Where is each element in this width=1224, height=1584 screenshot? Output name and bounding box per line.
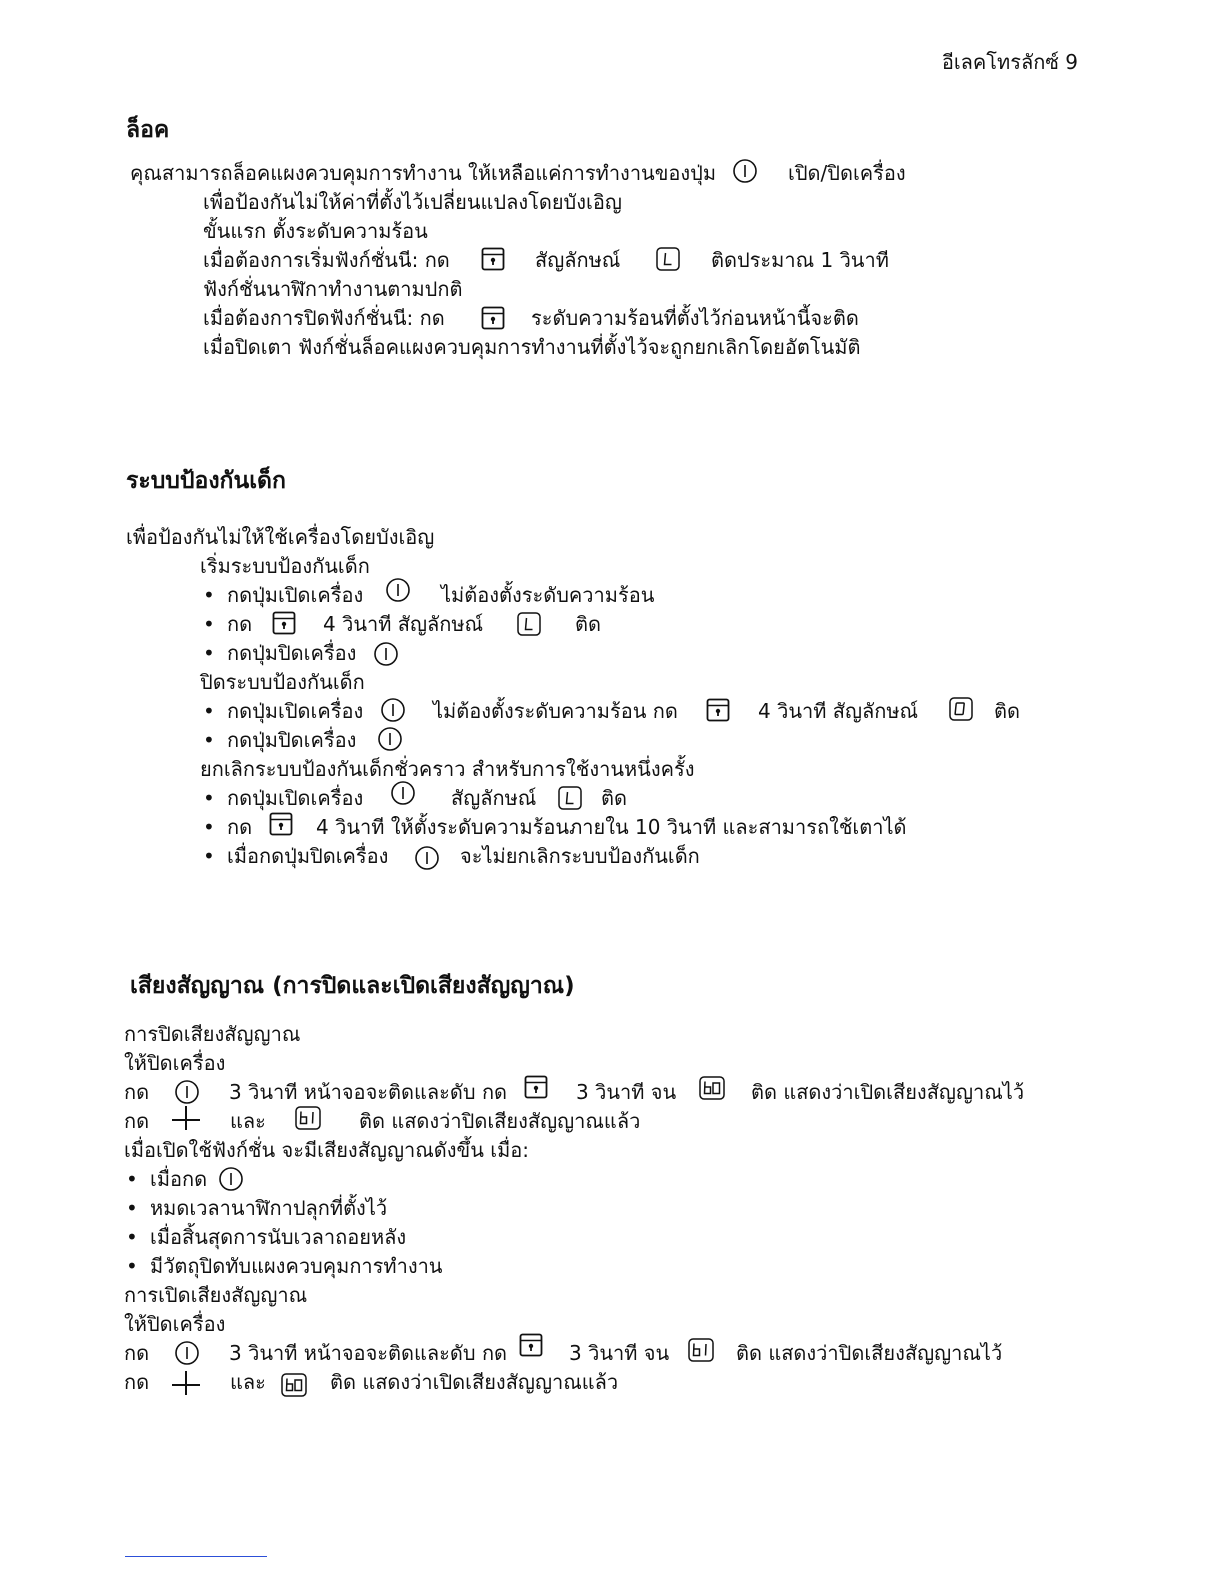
lock-line-1-end: เปิด/ปิดเครื่อง (788, 161, 906, 185)
sound-when-item-3: • เมื่อสิ้นสุดการนับเวลาถอยหลัง (150, 1224, 406, 1250)
lock-icon (268, 811, 294, 837)
lock-icon (480, 246, 506, 272)
step-text-mid: 4 วินาที สัญลักษณ์ (323, 612, 484, 636)
step-text: กด (227, 612, 253, 636)
footnote-separator (125, 1556, 267, 1557)
child-intro: เพื่อป้องกันไม่ให้ใช้เครื่องโดยบังเอิญ (126, 525, 435, 549)
sound-on-subheading: ให้ปิดเครื่อง (124, 1312, 226, 1336)
child-start-heading: เริ่มระบบป้องกันเด็ก (200, 554, 370, 578)
lock-line-4-text: เมื่อต้องการเริ่มฟังก์ชั่นนี: กด (203, 248, 450, 272)
display-b1-icon (687, 1337, 715, 1363)
step-text-end: ติด (601, 786, 627, 810)
step-text-end: จะไม่ยกเลิกระบบป้องกันเด็ก (460, 844, 700, 868)
step-text-end: ติด แสดงว่าเปิดเสียงสัญญาณแล้ว (330, 1370, 619, 1394)
step-text-end: ติด แสดงว่าปิดเสียงสัญญาณแล้ว (359, 1109, 641, 1133)
step-text-mid2: 3 วินาที จน (576, 1080, 677, 1104)
step-text: กดปุ่มปิดเครื่อง (227, 641, 357, 665)
lock-icon (271, 610, 297, 636)
lock-line-2: เพื่อป้องกันไม่ให้ค่าที่ตั้งไว้เปลี่ยนแปลงโดยบังเอิญ (203, 190, 622, 214)
sound-when-text: เมื่อเปิดใช้ฟังก์ชั่น จะมีเสียงสัญญาณดังขึ้น เมื่อ: (124, 1138, 529, 1162)
step-text-mid: 3 วินาที หน้าจอจะติดและดับ กด (229, 1341, 508, 1365)
plus-icon (171, 1370, 201, 1396)
lock-line-5: ฟังก์ชั่นนาฬิกาทำงานตามปกติ (203, 277, 463, 301)
step-text: เมื่อกดปุ่มปิดเครื่อง (227, 844, 389, 868)
step-text-mid: และ (230, 1109, 266, 1133)
step-text: กดปุ่มเปิดเครื่อง (227, 699, 364, 723)
power-icon (218, 1166, 244, 1192)
power-icon (732, 158, 758, 184)
step-text-end: ติด (575, 612, 601, 636)
step-text: กดปุ่มเปิดเครื่อง (227, 583, 364, 607)
lock-icon (523, 1074, 549, 1100)
sound-off-subheading: ให้ปิดเครื่อง (124, 1051, 226, 1075)
list-item-text: เมื่อกด (150, 1167, 208, 1191)
lock-line-6-text: เมื่อต้องการปิดฟังก์ชั่นนี: กด (203, 306, 445, 330)
step-text-mid: สัญลักษณ์ (451, 786, 537, 810)
lock-line-1-text: คุณสามารถล็อคแผงควบคุมการทำงาน ให้เหลือแค่การทำงานของปุ่ม (130, 161, 717, 185)
sound-on-heading: การเปิดเสียงสัญญาณ (124, 1283, 308, 1307)
step-text: กด (124, 1109, 150, 1133)
power-icon (390, 780, 416, 806)
page-header: อีเลคโทรลักซ์ 9 (941, 50, 1078, 74)
step-text: กดปุ่มปิดเครื่อง (227, 728, 357, 752)
step-text-end: ติด แสดงว่าปิดเสียงสัญญาณไว้ (736, 1341, 1003, 1365)
display-b0-icon (280, 1372, 308, 1398)
step-text-end: ติด แสดงว่าเปิดเสียงสัญญาณไว้ (751, 1080, 1025, 1104)
lock-line-4-end: ติดประมาณ 1 วินาที (711, 248, 889, 272)
step-text: กดปุ่มเปิดเครื่อง (227, 786, 364, 810)
step-text: กด (227, 815, 253, 839)
child-section-title: ระบบป้องกันเด็ก (126, 468, 286, 494)
lock-line-4-symbol-label: สัญลักษณ์ (535, 248, 621, 272)
child-stop-heading: ปิดระบบป้องกันเด็ก (200, 670, 365, 694)
power-icon (174, 1079, 200, 1105)
step-text-mid2: 3 วินาที จน (569, 1341, 670, 1365)
lock-section-title: ล็อค (126, 117, 170, 143)
step-text-end: 4 วินาที ให้ตั้งระดับความร้อนภายใน 10 วินาที และสามารถใช้เตาได้ (316, 815, 907, 839)
display-L-icon (516, 611, 542, 637)
step-text-mid: 3 วินาที หน้าจอจะติดและดับ กด (229, 1080, 508, 1104)
step-text-mid: และ (230, 1370, 266, 1394)
plus-icon (171, 1105, 201, 1131)
step-text: กด (124, 1341, 150, 1365)
display-b0-icon (698, 1075, 726, 1101)
step-text-end: ติด (994, 699, 1020, 723)
lock-icon (480, 305, 506, 331)
power-icon (385, 577, 411, 603)
step-text-mid2: 4 วินาที สัญลักษณ์ (758, 699, 919, 723)
step-text-end: ไม่ต้องตั้งระดับความร้อน (441, 583, 655, 607)
child-temp-heading: ยกเลิกระบบป้องกันเด็กชั่วคราว สำหรับการใช้งานหนึ่งครั้ง (200, 757, 695, 781)
step-text: กด (124, 1080, 150, 1104)
sound-when-item-4: • มีวัตถุปิดทับแผงควบคุมการทำงาน (150, 1253, 442, 1279)
display-L-icon (557, 785, 583, 811)
display-0-icon (948, 696, 974, 722)
lock-line-6-end: ระดับความร้อนที่ตั้งไว้ก่อนหน้านี้จะติด (531, 306, 859, 330)
lock-line-7: เมื่อปิดเตา ฟังก์ชั่นล็อคแผงควบคุมการทำงานที่ตั้งไว้จะถูกยกเลิกโดยอัตโนมัติ (203, 335, 861, 359)
lock-icon (518, 1332, 544, 1358)
power-icon (380, 697, 406, 723)
power-icon (414, 845, 440, 871)
display-b1-icon (294, 1105, 322, 1131)
sound-when-item-2: • หมดเวลานาฬิกาปลุกที่ตั้งไว้ (150, 1195, 387, 1221)
lock-icon (705, 697, 731, 723)
power-icon (373, 641, 399, 667)
display-L-icon (655, 246, 681, 272)
power-icon (377, 726, 403, 752)
step-text: กด (124, 1370, 150, 1394)
sound-off-heading: การปิดเสียงสัญญาณ (124, 1022, 301, 1046)
sound-section-title: เสียงสัญญาณ (การปิดและเปิดเสียงสัญญาณ) (130, 973, 575, 999)
power-icon (174, 1340, 200, 1366)
lock-line-3: ขั้นแรก ตั้งระดับความร้อน (203, 219, 428, 243)
step-text-mid: ไม่ต้องตั้งระดับความร้อน กด (433, 699, 678, 723)
